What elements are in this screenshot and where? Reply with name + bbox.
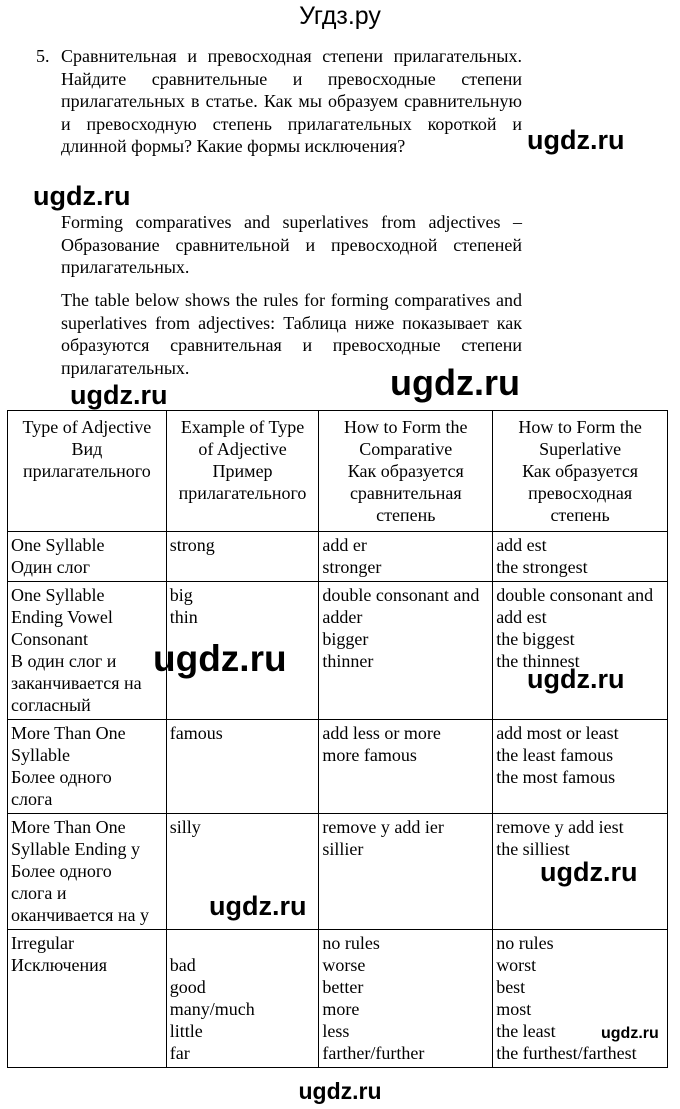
cell-line: worse — [322, 955, 366, 975]
cell-line: the strongest — [496, 557, 588, 577]
cell-line: far — [169, 1043, 190, 1063]
cell-line: silly — [169, 817, 201, 837]
adjective-type-cell — [8, 582, 167, 720]
header-line: сравнительная — [349, 483, 462, 503]
cell-line: Один слог — [11, 557, 91, 577]
cell-line: most — [496, 999, 532, 1019]
cell-line: remove y add iest — [496, 817, 624, 837]
cell-line: best — [496, 977, 526, 997]
example-cell — [166, 532, 319, 582]
watermark: ugdz.ru — [601, 1025, 659, 1042]
adjective-type-cell — [8, 532, 167, 582]
cell-line: слога — [11, 789, 53, 809]
table-header-row — [8, 411, 668, 532]
header-superlative — [493, 411, 668, 532]
cell-line: adder — [322, 607, 363, 627]
cell-line: big — [169, 585, 193, 605]
watermark: ugdz.ru — [390, 362, 520, 403]
cell-line: Irregular — [11, 933, 74, 953]
cell-line: thinner — [322, 651, 374, 671]
watermark: ugdz.ru — [209, 891, 307, 921]
cell-line: Более одного — [11, 861, 112, 881]
superlative-cell — [493, 930, 668, 1068]
cell-line: bigger — [322, 629, 369, 649]
cell-line: the most famous — [496, 767, 616, 787]
watermark: ugdz.ru — [33, 181, 131, 211]
task-text: Сравнительная и превосходная степени прилагательных. Найдите сравнительные и превосходные степени прилагательных в статье. Как мы образуем сравнительную и превосходную степень прилагательных короткой и длинной формы? Какие формы исключения? — [61, 46, 522, 157]
cell-line: double consonant and — [322, 585, 480, 605]
task-number: 5. — [36, 46, 50, 66]
cell-line: One Syllable — [11, 585, 105, 605]
footer-watermark: ugdz.ru — [298, 1078, 382, 1104]
cell-line: the furthest/farthest — [496, 1043, 637, 1063]
cell-line: strong — [169, 535, 215, 555]
cell-line: many/much — [169, 999, 255, 1019]
cell-line: add er — [322, 535, 367, 555]
watermark: ugdz.ru — [527, 664, 625, 694]
header-line: How to Form the — [344, 417, 468, 437]
header-line: of Adjective — [198, 439, 287, 459]
cell-line: add est — [496, 535, 547, 555]
superlative-cell — [493, 720, 668, 814]
comparison-table — [7, 410, 668, 1068]
superlative-cell — [493, 582, 668, 720]
header-line: Superlative — [539, 439, 622, 459]
header-line: Type of Adjective — [22, 417, 152, 437]
cell-line: Consonant — [11, 629, 89, 649]
cell-line: the silliest — [496, 839, 570, 859]
cell-line: more famous — [322, 745, 417, 765]
header-line: Пример — [212, 461, 273, 481]
cell-line — [170, 932, 316, 954]
comparative-cell — [319, 532, 493, 582]
comparative-cell — [319, 582, 493, 720]
adjective-type-cell — [8, 814, 167, 930]
cell-line: В один слог и — [11, 651, 117, 671]
table-row — [8, 582, 668, 720]
cell-line: stronger — [322, 557, 382, 577]
header-comparative — [319, 411, 493, 532]
cell-line: thin — [169, 607, 198, 627]
header-line: Example of Type — [180, 417, 305, 437]
adjective-type-cell — [8, 930, 167, 1068]
cell-line: sillier — [322, 839, 364, 859]
cell-line: less — [322, 1021, 350, 1041]
header-line: степень — [550, 505, 610, 525]
cell-line: good — [169, 977, 206, 997]
cell-line: add less or more — [322, 723, 441, 743]
superlative-cell — [493, 532, 668, 582]
header-line: Как образуется — [522, 461, 639, 481]
cell-line: more — [322, 999, 360, 1019]
cell-line: the least famous — [496, 745, 614, 765]
header-line: степень — [376, 505, 436, 525]
cell-line: оканчивается на y — [11, 905, 149, 925]
header-type — [8, 411, 167, 532]
intro-heading: Forming comparatives and superlatives from adjectives – Образование сравнительной и превосходной степеней прилагательных. — [61, 212, 522, 278]
watermark: ugdz.ru — [540, 857, 638, 887]
table-row — [8, 720, 668, 814]
cell-line: согласный — [11, 695, 91, 715]
example-cell — [166, 720, 319, 814]
page-title: Угдз.ру — [299, 2, 381, 30]
header-line: прилагательного — [178, 483, 307, 503]
table-row — [8, 930, 668, 1068]
header-line: Comparative — [359, 439, 453, 459]
cell-line: заканчивается на — [11, 673, 142, 693]
table-row — [8, 532, 668, 582]
watermark: ugdz.ru — [70, 380, 168, 410]
intro-description: The table below shows the rules for forming comparatives and superlatives from adjectives: Таблица ниже показывает как образуются сравнительная и превосходные степени прилагательных. — [61, 290, 522, 378]
cell-line: Syllable — [11, 745, 70, 765]
cell-line: double consonant and — [496, 585, 654, 605]
header-line: превосходная — [528, 483, 633, 503]
cell-line: no rules — [496, 933, 554, 953]
comparative-cell — [319, 814, 493, 930]
cell-line: the biggest — [496, 629, 575, 649]
cell-line: More Than One — [11, 723, 126, 743]
cell-line: Более одного — [11, 767, 112, 787]
cell-line: the least — [496, 1021, 556, 1041]
adjective-type-cell — [8, 720, 167, 814]
header-line: How to Form the — [518, 417, 642, 437]
cell-line: famous — [169, 723, 223, 743]
cell-line: More Than One — [11, 817, 126, 837]
header-example — [166, 411, 319, 532]
cell-line: better — [322, 977, 364, 997]
cell-line: bad — [169, 955, 196, 975]
cell-line: add most or least — [496, 723, 619, 743]
comparative-cell — [319, 720, 493, 814]
cell-line: remove y add ier — [322, 817, 444, 837]
cell-line: Syllable Ending y — [11, 839, 140, 859]
cell-line: One Syllable — [11, 535, 105, 555]
header-line: Вид — [71, 439, 103, 459]
cell-line: little — [169, 1021, 203, 1041]
cell-line: Ending Vowel — [11, 607, 113, 627]
watermark: ugdz.ru — [153, 638, 287, 679]
cell-line: farther/further — [322, 1043, 425, 1063]
cell-line: слога и — [11, 883, 67, 903]
cell-line: add est — [496, 607, 547, 627]
comparative-cell — [319, 930, 493, 1068]
watermark: ugdz.ru — [527, 125, 625, 155]
cell-line: Исключения — [11, 955, 108, 975]
header-line: прилагательного — [22, 461, 151, 481]
cell-line: the thinnest — [496, 651, 580, 671]
cell-line: no rules — [322, 933, 380, 953]
cell-line: worst — [496, 955, 537, 975]
example-cell — [166, 930, 319, 1068]
header-line: Как образуется — [347, 461, 464, 481]
